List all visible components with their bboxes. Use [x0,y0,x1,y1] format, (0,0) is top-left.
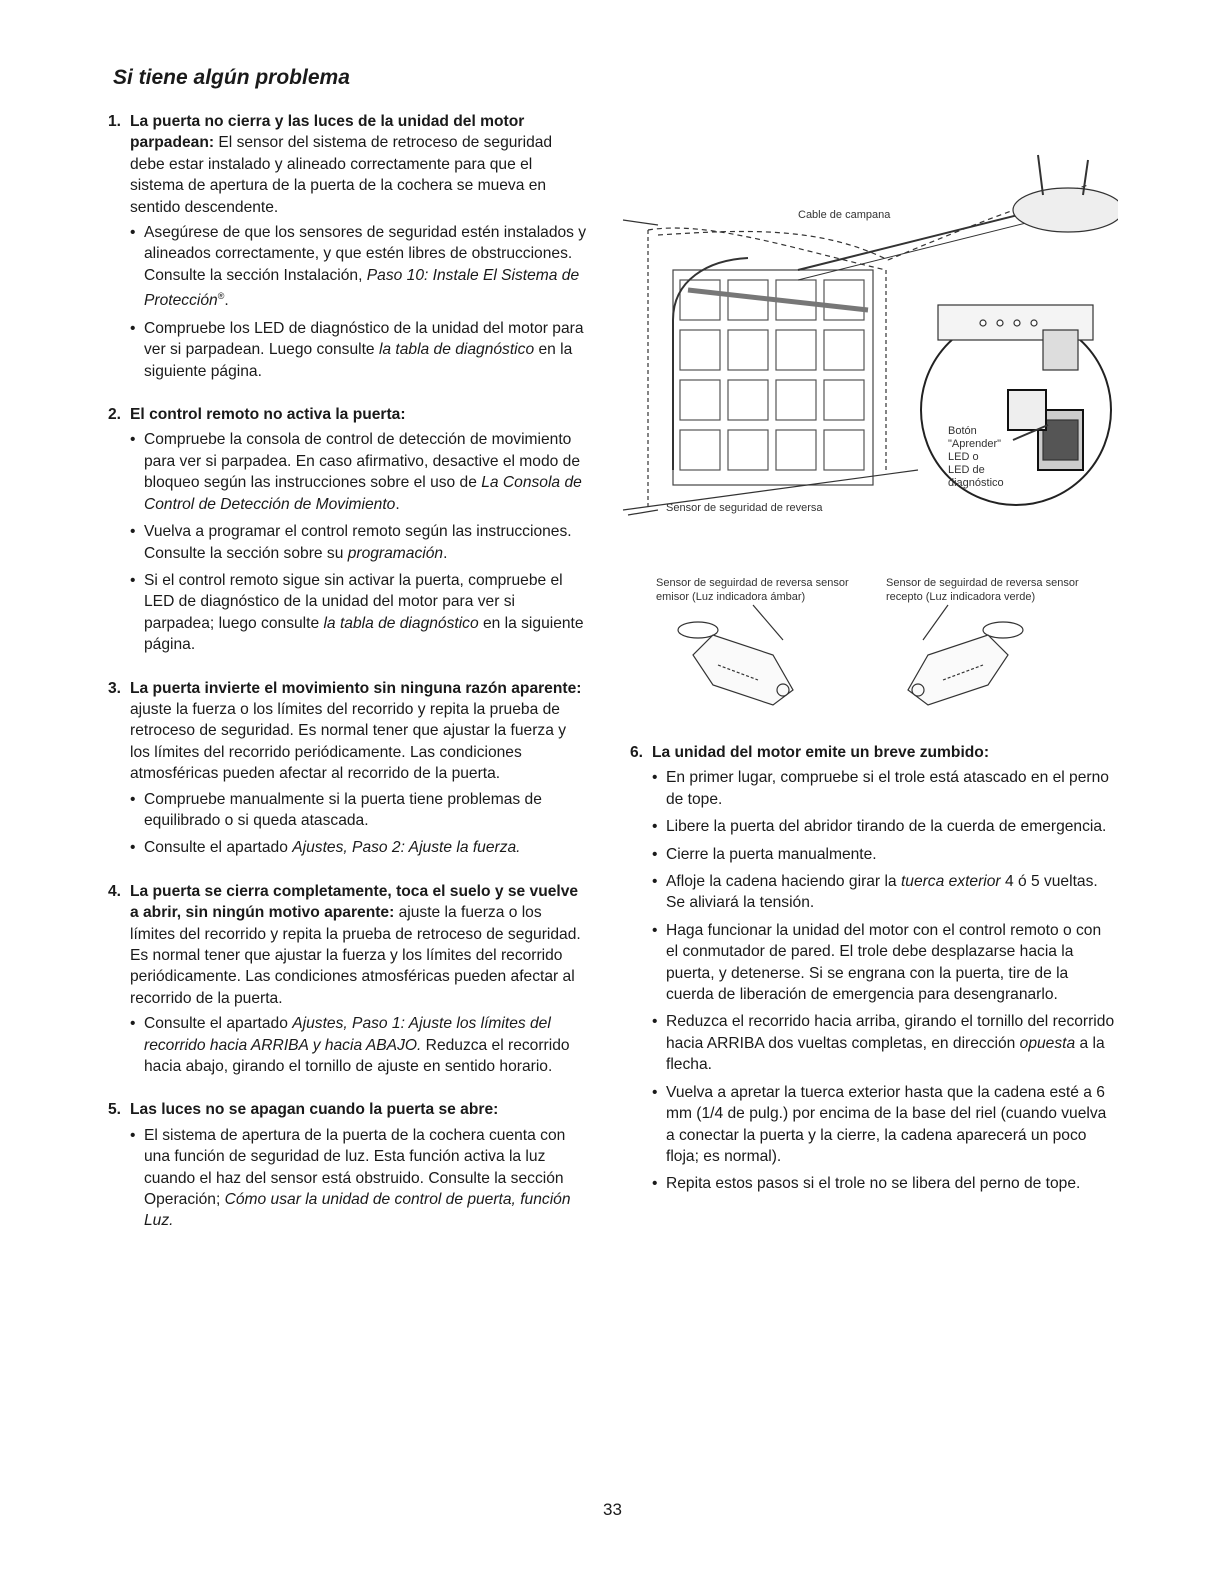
bullet-text-end: en la siguiente página. [144,614,584,654]
bullet-italic-text: tuerca exterior [900,873,1001,891]
bullet-item [130,570,588,656]
bullet-text: Cierre la puerta manualmente. [666,845,877,863]
bullet-italic-text: Paso 10: Instale El Sistema de Protección [144,266,580,310]
bullet-item [130,1125,588,1232]
receiver-label-1: Sensor de seguirdad de reversa sensor [886,577,1079,589]
item-heading: El control remoto no activa la puerta: [130,406,406,424]
item-heading: Las luces no se apagan cuando la puerta se abre: [130,1101,499,1119]
troubleshooting-item [108,881,588,1078]
item-number: 5. [108,1101,122,1119]
button-label-3: LED o [948,451,979,463]
bullet-italic-text: Cómo usar la unidad de control de puerta, función Luz. [144,1191,571,1230]
bullet-item [130,318,588,382]
right-column [630,742,1116,1217]
item-number: 4. [108,882,122,900]
button-label-4: LED de [948,464,985,476]
bullet-text: Consulte el apartado [144,839,293,857]
bullet-text-end: 4 ó 5 vueltas. Se aliviará la tensión. [666,873,1098,912]
item-heading: La puerta no cierra y las luces de la unidad del motor parpadean: [130,113,525,152]
bullet-text: Compruebe la consola de control de detección de movimiento para ver si parpadea. En caso afirmativo, desactive el modo de bloqueo según las instrucciones sobre el uso de [144,431,580,492]
bullet-list [108,1125,588,1232]
page-number: 33 [603,1500,622,1519]
garage-door-illustration [618,140,1118,730]
bullet-item [652,816,1116,837]
bullet-text-end: . [224,292,229,310]
page-title: Si tiene algún problema [113,66,350,89]
item-heading: La puerta invierte el movimiento sin ninguna razón aparente: [130,679,582,697]
bullet-item [652,920,1116,1006]
item-text: ajuste la fuerza o los límites del recorrido y repita la prueba de retroceso de seguridad. Es normal tener que ajustar la fuerza y los límites del recorrido periódicamente. Las condiciones atmosféricas pueden afectar al recorrido de la puerta. [130,904,581,1007]
bullet-text-end: . [443,544,448,562]
bullet-text-end: . [395,495,400,513]
item-number: 1. [108,113,122,130]
bullet-item [652,844,1116,865]
bullet-list [108,789,588,859]
bullet-italic-text: programación [347,544,444,562]
bullet-text-end: a la flecha. [666,1034,1105,1074]
item-number: 6. [630,744,644,761]
bullet-item [130,521,588,564]
bullet-text-end: Reduzca el recorrido hacia abajo, girando el tornillo de ajuste en sentido horario. [144,1036,570,1076]
bullet-item [130,1013,588,1077]
bullet-text: Repita estos pasos si el trole no se libera del perno de tope. [666,1175,1081,1193]
bullet-italic-text: opuesta [1019,1034,1076,1052]
item-heading: La puerta se cierra completamente, toca el suelo y se vuelve a abrir, sin ningún motivo aparente: [130,882,579,922]
troubleshooting-item [630,742,1116,1195]
emitter-label-1: Sensor de seguirdad de reversa sensor [656,577,849,589]
bullet-list [108,429,588,655]
bullet-item [652,1082,1116,1168]
item-heading: La unidad del motor emite un breve zumbido: [652,744,990,761]
bullet-text: Vuelva a apretar la tuerca exterior hasta que la cadena esté a 6 mm (1/4 de pulg.) por encima de la base del riel (cuando vuelva a conectar la puerta y la cierre, la cadena aparecerá un poco floja; es normal). [666,1083,1107,1165]
bullet-italic-text: Ajustes, Paso 1: Ajuste los límites del recorrido hacia ARRIBA y hacia ABAJO. [144,1015,551,1054]
button-label-1: Botón [948,425,977,437]
troubleshooting-item [108,404,588,655]
bullet-list [630,767,1116,1194]
bullet-text: Consulte el apartado [144,1015,293,1033]
bullet-text: Compruebe manualmente si la puerta tiene problemas de equilibrado o si queda atascada. [144,790,542,829]
item-number: 3. [108,679,122,697]
bullet-text: Haga funcionar la unidad del motor con el control remoto o con el conmutador de pared. El trole debe desplazarse hacia la puerta, y detenerse. Si se engrana con la puerta, tire de la cuerda de liberación de emergencia para desengranarlo. [666,921,1102,1004]
bullet-item [130,429,588,515]
bullet-item [652,871,1116,914]
bullet-text: Reduzca el recorrido hacia arriba, girando el tornillo del recorrido hacia ARRIBA dos vueltas completas, en dirección [666,1013,1115,1052]
item-text: ajuste la fuerza o los límites del recorrido y repita la prueba de retroceso de seguridad. Es normal tener que ajustar la fuerza y los límites del recorrido periódicamente. Las condiciones atmosféricas pueden afectar al recorrido de la puerta. [130,700,566,783]
bullet-text: Afloje la cadena haciendo girar la [666,873,901,891]
bullet-italic-text: la tabla de diagnóstico [378,341,535,359]
item-text: El sensor del sistema de retroceso de seguridad debe estar instalado y alineado correctamente para que el sistema de apertura de la puerta de la cochera se mueva en sentido descendente. [130,134,553,216]
bullet-item [652,1011,1116,1075]
cable-label: Cable de campana [798,209,891,221]
emitter-label-2: emisor (Luz indicadora ámbar) [656,591,806,603]
troubleshooting-item [108,111,588,382]
bullet-text: Asegúrese de que los sensores de seguridad estén instalados y alineados correctamente, y que estén libres de obstrucciones. Consulte la sección Instalación, [144,224,587,284]
button-label-5: diagnóstico [948,477,1004,489]
bullet-italic-text: La Consola de Control de Detección de Movimiento [144,474,582,513]
bullet-text: Libere la puerta del abridor tirando de la cuerda de emergencia. [666,818,1107,836]
bullet-item [652,767,1116,810]
bullet-list [108,222,588,382]
troubleshooting-item [108,678,588,859]
item-number: 2. [108,406,122,424]
bullet-text: Vuelva a programar el control remoto según las instrucciones. Consulte la sección sobre su [144,523,572,562]
bullet-italic-text: Ajustes, Paso 2: Ajuste la fuerza. [292,839,521,857]
bullet-italic-text: la tabla de diagnóstico [323,614,479,632]
sensor-label: Sensor de seguridad de reversa [666,502,823,514]
bullet-list [108,1013,588,1077]
bullet-item [130,837,588,858]
button-label-2: "Aprender" [948,438,1002,450]
bullet-text-end: en la siguiente página. [144,341,573,380]
bullet-text: El sistema de apertura de la puerta de la cochera cuenta con una función de seguridad de luz. Esta función activa la luz cuando el haz del sensor está obstruido. Consulte la sección Operación; [144,1126,566,1209]
bullet-item [652,1173,1116,1194]
bullet-text: En primer lugar, compruebe si el trole está atascado en el perno de tope. [666,769,1109,808]
bullet-text: Si el control remoto sigue sin activar la puerta, compruebe el LED de diagnóstico de la unidad del motor para ver si parpadea; luego consulte [144,571,563,632]
registered-mark: ® [217,291,225,302]
bullet-item [130,789,588,832]
bullet-text: Compruebe los LED de diagnóstico de la unidad del motor para ver si parpadean. Luego consulte [144,319,584,359]
bullet-item [130,222,588,312]
troubleshooting-item [108,1099,588,1231]
left-column [108,111,588,1254]
receiver-label-2: recepto (Luz indicadora verde) [886,591,1036,603]
